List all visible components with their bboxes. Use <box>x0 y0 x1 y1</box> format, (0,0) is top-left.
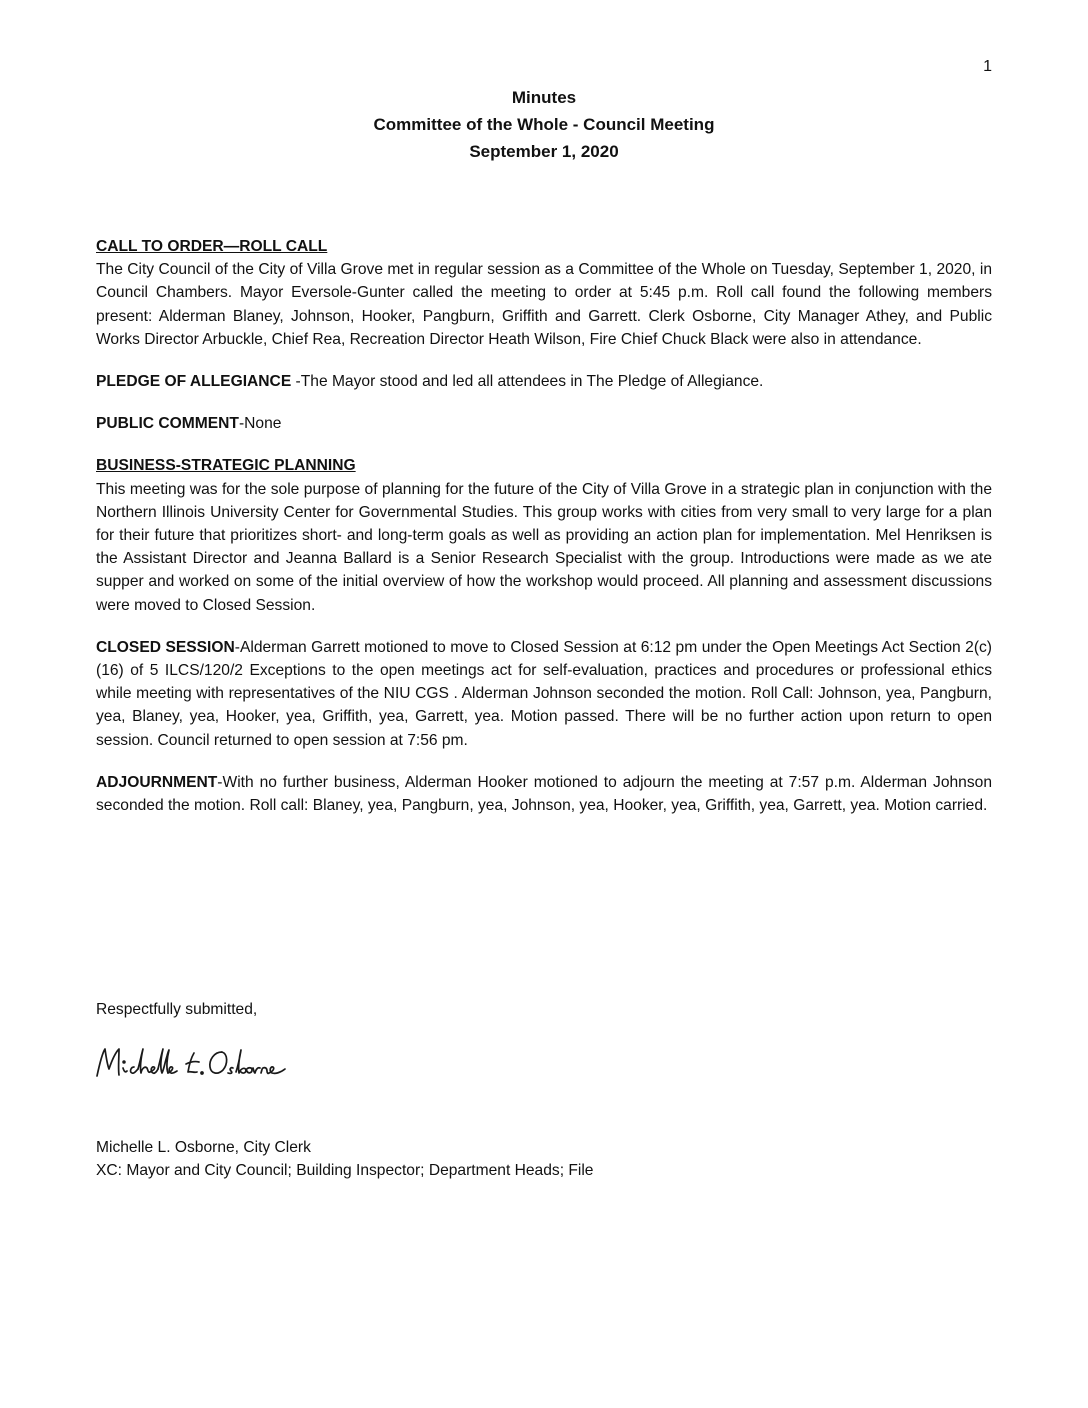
document-title: Minutes <box>511 88 577 107</box>
handwritten-signature <box>94 1040 324 1086</box>
section-pledge <box>96 370 992 393</box>
section-heading-public-comment: PUBLIC COMMENT <box>96 415 239 433</box>
document-header <box>0 84 1088 165</box>
meeting-date: September 1, 2020 <box>469 142 619 161</box>
section-public-comment <box>96 412 992 435</box>
section-business <box>96 454 992 616</box>
page-number: 1 <box>983 58 992 75</box>
section-text-public-comment: -None <box>238 415 282 433</box>
section-heading-pledge: PLEDGE OF ALLEGIANCE <box>96 373 292 391</box>
section-adjournment <box>96 771 992 817</box>
section-heading-adjournment: ADJOURNMENT <box>96 773 218 791</box>
closing-salutation: Respectfully submitted, <box>96 1001 258 1018</box>
document-subtitle: Committee of the Whole - Council Meeting <box>373 115 715 134</box>
minutes-body <box>96 235 992 836</box>
section-call-to-order <box>96 235 992 351</box>
section-text-call-to-order: The City Council of the City of Villa Grove met in regular session as a Committee of the Whole on Tuesday, September 1, 2020, in Council Chambers. Mayor Eversole-Gunter called the meeting to order at 5:45 p.m. Roll call found the following members present: Alderman Blaney, Johnson, Hooker, Pangburn, Griffith and Garrett. Clerk Osborne, City Manager Athey, and Public Works Director Arbuckle, Chief Rea, Recreation Director Heath Wilson, Fire Chief Chuck Black were also in attendance. <box>96 261 992 348</box>
section-heading-business: BUSINESS-STRATEGIC PLANNING <box>96 457 356 475</box>
section-closed-session <box>96 636 992 752</box>
section-text-pledge: -The Mayor stood and led all attendees in The Pledge of Allegiance. <box>291 373 764 391</box>
section-heading-call-to-order: CALL TO ORDER—ROLL CALL <box>96 238 328 255</box>
signer-name-title: Michelle L. Osborne, City Clerk <box>96 1139 311 1156</box>
section-heading-closed-session: CLOSED SESSION <box>96 638 235 656</box>
section-text-business: This meeting was for the sole purpose of planning for the future of the City of Villa Grove in a strategic plan in conjunction with the Northern Illinois University Center for Governmental Studies. This group works with cities from very small to very large for a plan for their future that prioritizes short- and long-term goals as well as providing an action plan for implementation. Mel Henriksen is the Assistant Director and Jeanna Ballard is a Senior Research Specialist with the group. Introductions were made as we ate supper and worked on some of the initial overview of how the workshop would proceed. All planning and assessment discussions were moved to Closed Session. <box>96 480 992 614</box>
section-text-adjournment: -With no further business, Alderman Hooker motioned to adjourn the meeting at 7:57 p.m. Alderman Johnson seconded the motion. Roll call: Blaney, yea, Pangburn, yea, Johnson, yea, Hooker, yea, Griffith, yea, Garrett, yea. Motion carried. <box>96 773 992 815</box>
section-text-closed-session: -Alderman Garrett motioned to move to Closed Session at 6:12 pm under the Open Meetings Act Section 2(c)(16) of 5 ILCS/120/2 Exceptions to the open meetings act for self-evaluation, practices and procedures or professional ethics while meeting with representatives of the NIU CGS . Alderman Johnson seconded the motion. Roll Call: Johnson, yea, Pangburn, yea, Blaney, yea, Hooker, yea, Griffith, yea, Garrett, yea. Motion passed. There will be no further action upon return to open session. Council returned to open session at 7:56 pm. <box>96 638 993 749</box>
cc-list: XC: Mayor and City Council; Building Inspector; Department Heads; File <box>96 1162 594 1179</box>
